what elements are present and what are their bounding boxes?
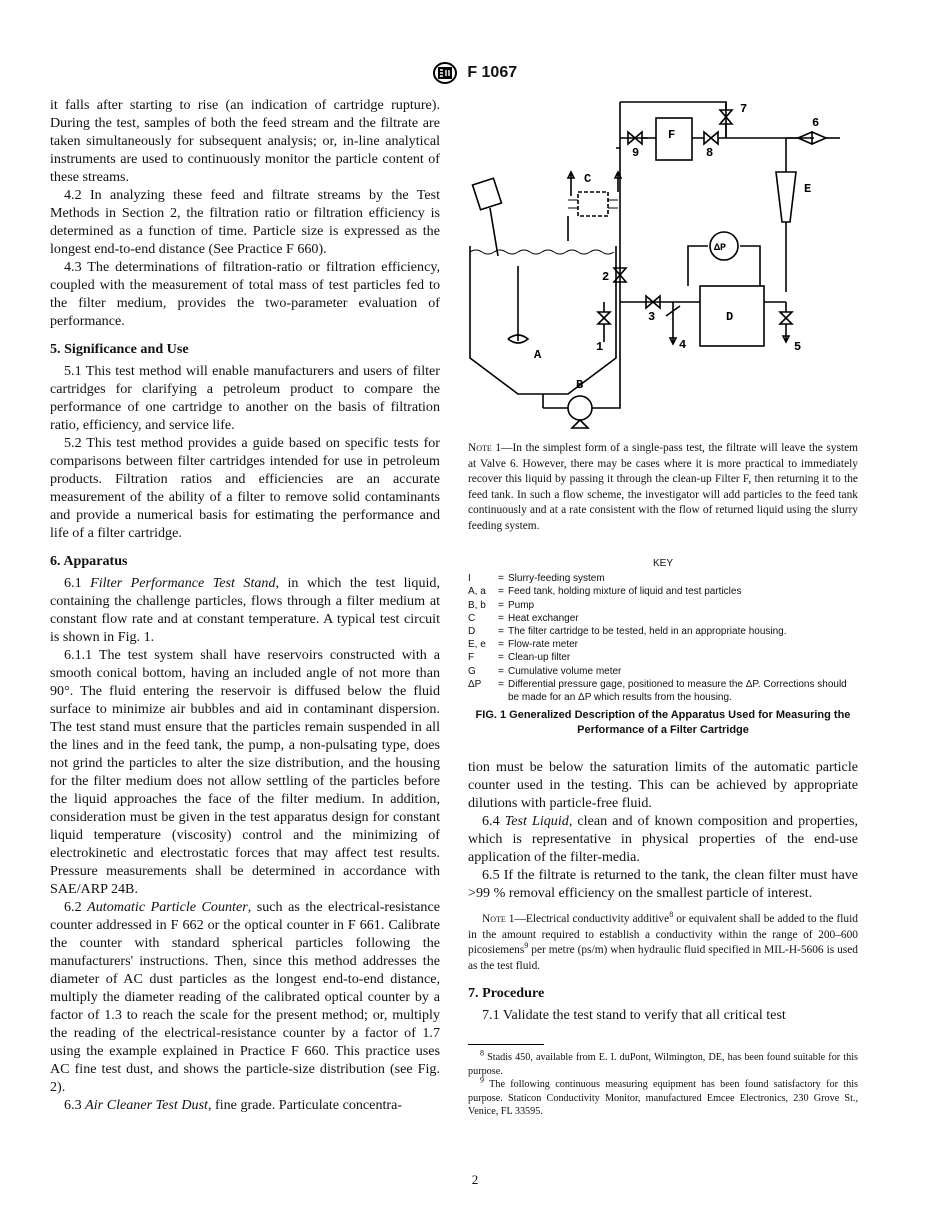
key-row xyxy=(468,572,858,585)
key-row xyxy=(468,612,858,625)
label-valve-8: 8 xyxy=(706,146,714,160)
paragraph-4-2: 4.2 In analyzing these feed and filtrate streams by the Test Methods in Section 2, the filtration ratio or filtration efficiency is determined as a function of time. Particle size is expressed as the longest end-to-end distance (See Practice F 660). xyxy=(50,187,440,257)
paragraph-6-1-1: 6.1.1 The test system shall have reservoirs constructed with a smooth conical bottom, having an included angle of not more than 90°. The fluid entering the reservoir is diffused below the fluid surface to minimize air bubbles and aid in contaminant dispersion. The test stand must ensure that the particles remain suspended in all the lines and in the feed tank, the pump, a non-pulsating type, does not grind the particles to alter the size distribution, and the housing for the filter medium does not allow settling of the particles before the liquid approaches the face of the filter medium. In addition, consideration must be given in the test apparatus design for constant liquid temperature (viscosity) control and the minimizing of electrokinetic and electrostatic forces that may affect test results. Pressure measurements shall be determined in accordance with SAE/ARP 24B. xyxy=(50,647,440,897)
label-a: A xyxy=(534,348,542,362)
page-header xyxy=(0,62,950,84)
key-symbol: B, b xyxy=(468,599,486,611)
key-symbol: C xyxy=(468,612,476,624)
clause-text: , such as the electrical-resistance counter addressed in F 662 or the optical counter in F 661. Calibrate the counter with standard spherical particles following the manufacturers' instructions. Then, since this method addresses the diameter of AC dust particles as the longest end-to-end distance, multiply the diameter reading of the calibrated optical counter by a factor of 1.3 to reach the scale for the present method; or, multiply the reading of the electrical-resistance counter by a factor of 1.7 using the example explained in Practice F 660. This practice uses AC fine test dust, and shows the particle-size distribution (see Fig. 2). xyxy=(50,899,440,1095)
paragraph-4-3: 4.3 The determinations of filtration-ratio or filtration efficiency, coupled with the measurement of total mass of test particles fed to the filter medium, provides the two-parameter evaluation of performance. xyxy=(50,259,440,329)
key-symbol: E, e xyxy=(468,639,486,651)
key-equals: = xyxy=(498,665,504,677)
footnote-ref-8[interactable]: 8 xyxy=(669,910,674,920)
footnote-text: The following continuous measuring equipment has been found satisfactory for this purpose. Staticon Conductivity Monitor, manufactured Emcee Electronics, 230 Grove St., Venice, FL 33595. xyxy=(468,1079,858,1117)
footnote-text: Stadis 450, available from E. I. duPont, Wilmington, DE, has been found suitable for this purpose. xyxy=(468,1052,858,1077)
footnote-number: 9 xyxy=(480,1075,484,1085)
left-column xyxy=(50,96,440,1114)
paragraph-7-1: 7.1 Validate the test stand to verify that all critical test xyxy=(482,1007,786,1023)
label-c: C xyxy=(584,172,592,186)
label-f: F xyxy=(668,128,676,142)
paragraph-5-1: 5.1 This test method will enable manufacturers and users of filter cartridges for clarifying a petroleum product to compare the performance of one cartridge to another on the basis of filtration ratio, efficiency, and service life. xyxy=(50,363,440,433)
label-valve-6: 6 xyxy=(812,116,820,130)
note-label: Note 1 xyxy=(468,442,502,454)
label-e: E xyxy=(804,182,812,196)
footnote-number: 8 xyxy=(480,1048,484,1058)
label-valve-3: 3 xyxy=(648,310,656,324)
key-row xyxy=(468,651,858,664)
paragraph: it falls after starting to rise (an indication of cartridge rupture). During the test, samples of both the feed stream and the filtrate are taken simultaneously for subsequent analysis; or, in-line analytical instruments are used to continuously monitor the particle content of these streams. xyxy=(50,97,440,185)
clause-text: , in which the test liquid, containing the challenge particles, flows through a filter medium at constant flow rate and at constant temperature. A typical test circuit is shown in Fig. 1. xyxy=(50,575,441,645)
clause-number: 6.1 xyxy=(64,575,82,591)
key-symbol: I xyxy=(468,573,471,585)
clause-text: , fine grade. Particulate concentra- xyxy=(207,1097,403,1113)
standard-designation: F 1067 xyxy=(467,64,518,81)
label-d: D xyxy=(726,310,734,324)
figure-caption: FIG. 1 Generalized Description of the Apparatus Used for Measuring the Performance of a Filter Cartridge xyxy=(475,709,851,736)
clause-text: , clean and of known composition and properties, which is representative in physical properties of the end-use application of the filter-media. xyxy=(468,813,858,865)
clause-title: Filter Performance Test Stand xyxy=(90,575,276,591)
paragraph-6-3 xyxy=(50,1096,440,1114)
clause-number: 6.2 xyxy=(64,899,82,915)
label-valve-1: 1 xyxy=(596,340,604,354)
key-equals: = xyxy=(498,599,504,611)
label-valve-2: 2 xyxy=(602,270,610,284)
key-symbol: A, a xyxy=(468,586,486,598)
key-description: The filter cartridge to be tested, held in an appropriate housing. xyxy=(508,626,787,638)
label-valve-5: 5 xyxy=(794,340,802,354)
clause-number: 6.4 xyxy=(482,813,500,829)
clause-title: Automatic Particle Counter xyxy=(87,899,248,915)
note-text: —In the simplest form of a single-pass test, the filtrate will leave the system at Valve 6. However, there may be cases where it is more practical to immediately recover this liquid by passing it through the clean-up Filter F, then returning it to the feed tank. In such a flow scheme, the investigator will add particles to the feed tank continuously and at a rate consistent with the flow of returned liquid using the slurry feeding system. xyxy=(468,442,858,532)
key-title: KEY xyxy=(652,558,673,569)
key-symbol: ΔP xyxy=(468,678,482,690)
key-description: Clean-up filter xyxy=(508,652,571,664)
key-symbol: D xyxy=(468,626,476,638)
key-equals: = xyxy=(498,652,504,664)
key-description: Differential pressure gage, positioned to measure the ΔP. Corrections should be made for an ΔP which results from the housing. xyxy=(508,678,847,704)
label-valve-4: 4 xyxy=(679,338,687,352)
note-label: Note 1 xyxy=(482,913,515,925)
key-symbol: G xyxy=(468,665,476,677)
key-equals: = xyxy=(498,678,504,690)
key-description: Flow-rate meter xyxy=(508,639,579,651)
footnote-divider xyxy=(468,1044,544,1045)
key-description: Slurry-feeding system xyxy=(508,573,605,585)
key-row xyxy=(468,638,858,651)
key-equals: = xyxy=(498,612,504,624)
footnote-ref-9[interactable]: 9 xyxy=(524,941,529,951)
label-valve-9: 9 xyxy=(632,146,640,160)
key-description: Heat exchanger xyxy=(508,612,579,624)
note-text: —Electrical conductivity additive xyxy=(514,913,670,925)
label-dp: ΔP xyxy=(714,243,727,254)
clause-title: Test Liquid xyxy=(504,813,569,829)
section-heading-6: 6. Apparatus xyxy=(50,553,128,569)
astm-logo-icon xyxy=(433,62,457,84)
key-equals: = xyxy=(498,639,504,651)
key-row xyxy=(468,599,858,612)
footnote-9 xyxy=(468,1075,858,1119)
key-list xyxy=(468,572,858,704)
section-heading-5: 5. Significance and Use xyxy=(50,341,189,357)
note-1 xyxy=(468,912,858,974)
note-text: or equivalent shall be added to the fluid in the amount required to establish a conductivity within the range of 200–600 picosiemens xyxy=(468,913,858,956)
section-heading-7: 7. Procedure xyxy=(468,985,545,1001)
key-description: Feed tank, holding mixture of liquid and test particles xyxy=(508,586,742,598)
clause-title: Air Cleaner Test Dust xyxy=(85,1097,208,1113)
note-text: per metre (ps/m) when hydraulic fluid specified in MIL-H-5606 is used as the test fluid. xyxy=(468,944,858,972)
key-row xyxy=(468,625,858,638)
paragraph-6-2 xyxy=(50,898,440,1096)
key-equals: = xyxy=(498,586,504,598)
footnote-8 xyxy=(468,1048,858,1078)
right-column xyxy=(468,758,858,1119)
key-row xyxy=(468,678,858,704)
paragraph-6-3-continued: tion must be below the saturation limits of the automatic particle counter used in the testing. This can be achieved by appropriate dilutions with particle-free fluid. xyxy=(468,759,858,811)
paragraph-5-2: 5.2 This test method provides a guide based on specific tests for comparisons between filter cartridges intended for use in petroleum products. Filtration ratios and efficiencies are an accurate measurement of the ability of a filter to remove solid contaminants and provide a numerical basis for estimating the performance and life of a filter cartridge. xyxy=(50,435,440,541)
figure-key xyxy=(468,557,858,704)
key-symbol: F xyxy=(468,652,475,664)
apparatus-schematic xyxy=(468,96,858,446)
figure-note xyxy=(468,441,858,534)
figure-1-diagram xyxy=(468,96,858,446)
label-b: B xyxy=(576,378,584,392)
key-description: Pump xyxy=(508,599,535,611)
paragraph-6-1 xyxy=(50,574,440,646)
key-equals: = xyxy=(498,626,504,638)
clause-number: 6.3 xyxy=(64,1097,82,1113)
key-row xyxy=(468,665,858,678)
label-valve-7: 7 xyxy=(740,102,748,116)
key-description: Cumulative volume meter xyxy=(508,665,622,677)
page-number: 2 xyxy=(471,1172,479,1187)
paragraph-6-4 xyxy=(468,812,858,866)
key-equals: = xyxy=(498,573,504,585)
paragraph-6-5: 6.5 If the filtrate is returned to the tank, the clean filter must have >99 % removal efficiency on the smallest particle of interest. xyxy=(468,867,858,901)
key-row xyxy=(468,585,858,598)
